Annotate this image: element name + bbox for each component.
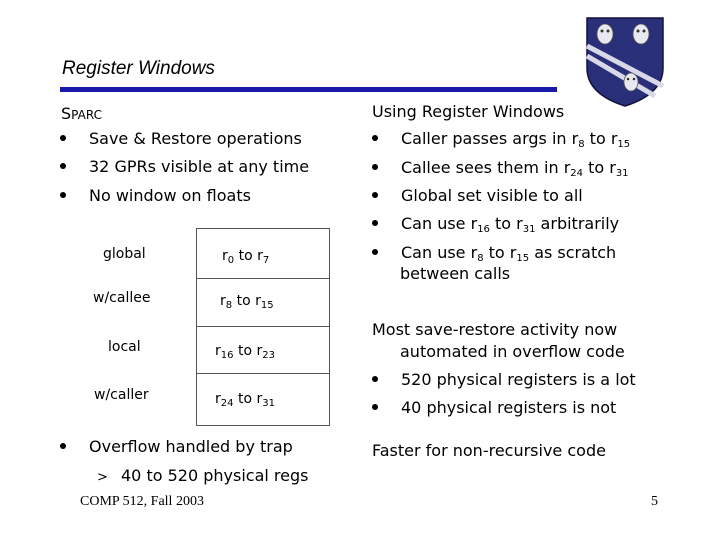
page-number: 5 xyxy=(651,494,658,509)
bullet-dot xyxy=(60,192,66,198)
bullet-dot xyxy=(60,163,66,169)
table-row-range: $r_8$ to $r_{15}$ xyxy=(220,293,274,311)
table-row-line xyxy=(196,373,330,374)
title-underline xyxy=(60,87,557,92)
university-crest-icon xyxy=(585,16,665,108)
table-row-range: $r_{24}$ to $r_{31}$ xyxy=(215,391,275,409)
bullet-dot xyxy=(372,135,378,141)
right-bullet-5-continuation: between calls xyxy=(400,264,511,283)
table-row-line xyxy=(196,278,330,279)
activity-line-2: automated in overflow code xyxy=(400,342,625,361)
table-border-right xyxy=(329,228,330,426)
bullet-dot xyxy=(372,220,378,226)
bullet-dot xyxy=(372,376,378,382)
bullet-dot xyxy=(60,443,66,449)
faster-note: Faster for non-recursive code xyxy=(372,441,606,460)
activity-line-1: Most save-restore activity now xyxy=(372,320,618,339)
left-heading: SPARC xyxy=(61,104,102,123)
table-row-label: global xyxy=(103,246,146,262)
table-divider xyxy=(196,228,197,426)
bullet-dot xyxy=(372,192,378,198)
table-row-label: w/callee xyxy=(93,290,151,306)
bullet-dot xyxy=(60,135,66,141)
table-row-range: $r_0$ to $r_7$ xyxy=(222,248,270,266)
table-row-label: local xyxy=(108,339,141,355)
table-row-line xyxy=(196,326,330,327)
bullet-dot xyxy=(372,404,378,410)
table-border-bottom xyxy=(196,425,330,426)
right-heading: Using Register Windows xyxy=(372,102,565,121)
footer-course: COMP 512, Fall 2003 xyxy=(80,494,204,509)
table-border-top xyxy=(196,228,330,229)
bullet-dot xyxy=(372,164,378,170)
slide-title: Register Windows xyxy=(62,58,215,79)
table-row-range: $r_{16}$ to $r_{23}$ xyxy=(215,343,275,361)
sub-bullet-marker: > xyxy=(97,470,108,485)
table-row-label: w/caller xyxy=(94,387,149,403)
left-sub-bullet: > 40 to 520 physical regs xyxy=(97,466,309,485)
bullet-dot xyxy=(372,249,378,255)
